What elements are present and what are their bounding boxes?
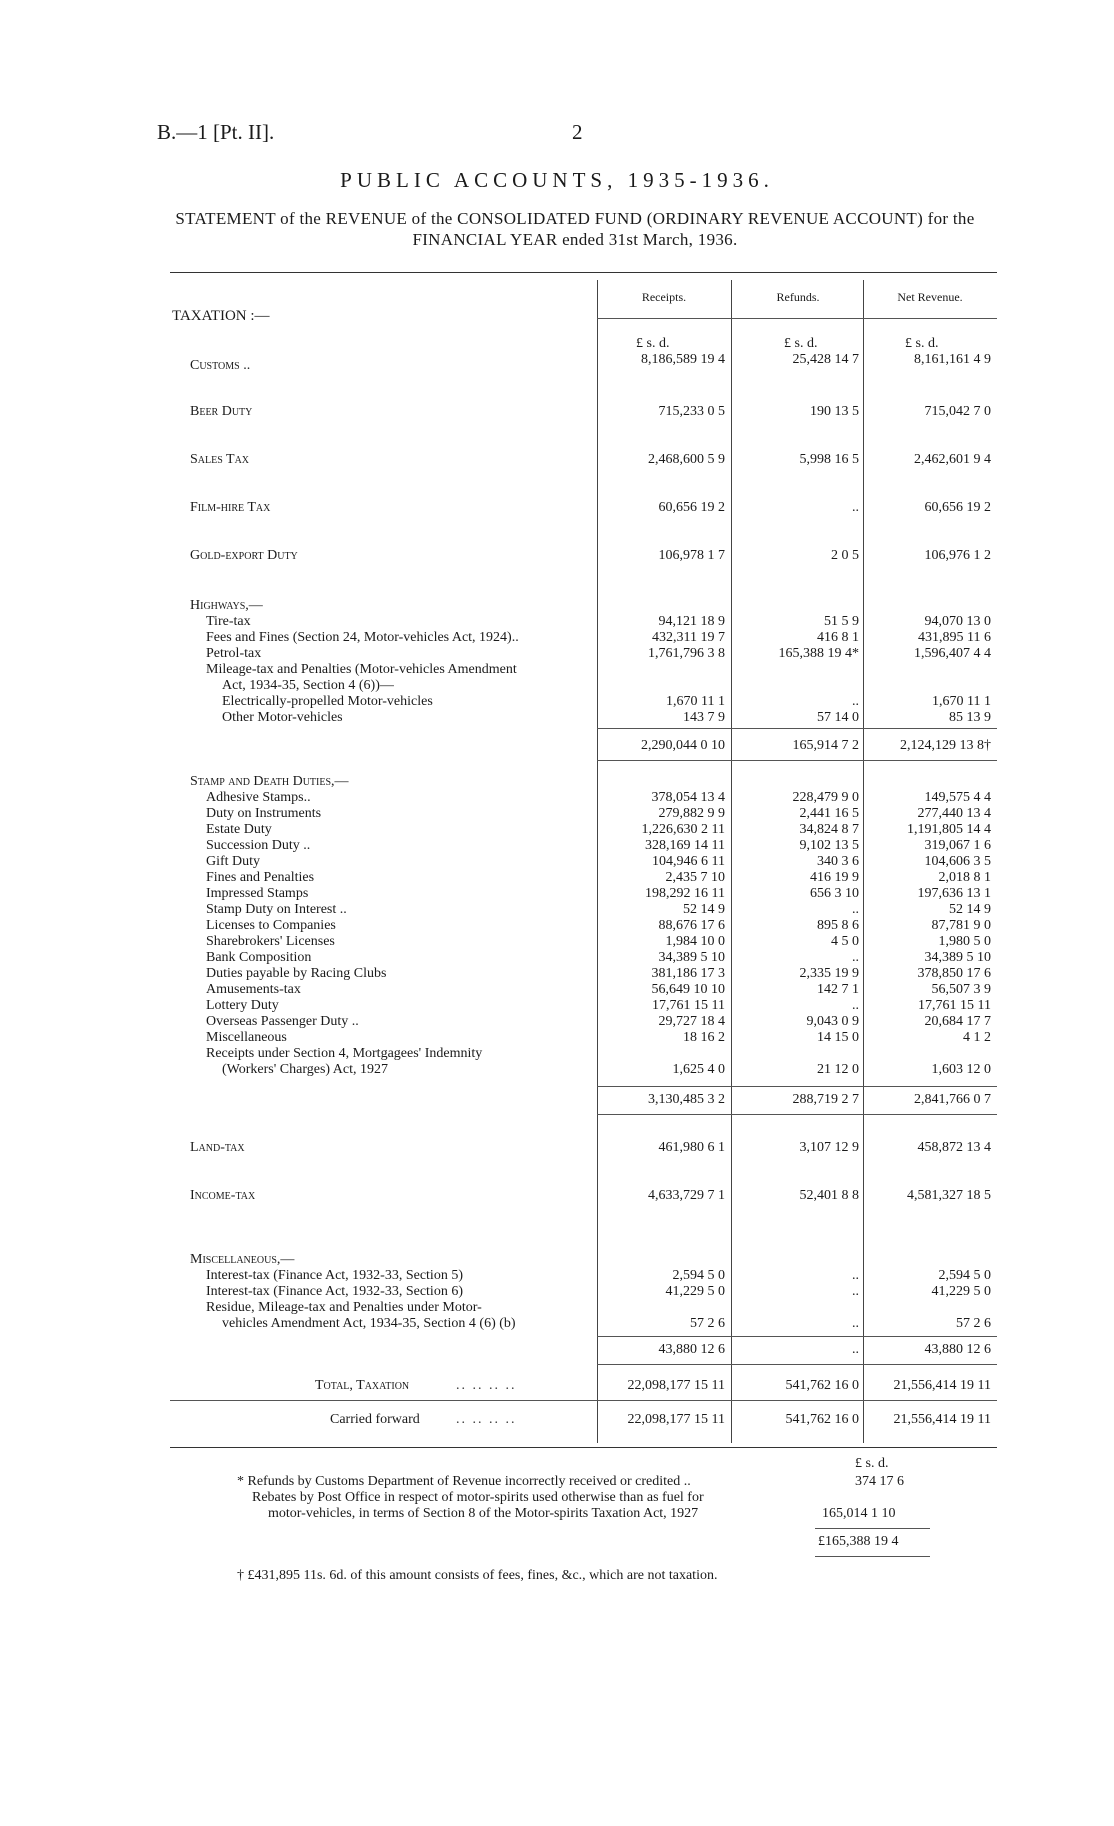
refunds-cell: 25,428 14 7 xyxy=(792,352,859,367)
row-label: Stamp Duty on Interest .. xyxy=(206,902,347,917)
net-cell: 149,575 4 4 xyxy=(924,790,991,805)
column-header-receipts: Receipts. xyxy=(641,290,687,304)
receipts-cell: 715,233 0 5 xyxy=(658,404,725,419)
refunds-cell: .. xyxy=(852,950,859,965)
net-cell: 4,581,327 18 5 xyxy=(907,1188,991,1203)
net-cell: 87,781 9 0 xyxy=(931,918,991,933)
footnote-star-line: * Refunds by Customs Department of Revenue incorrectly received or credited .. xyxy=(237,1474,691,1489)
net-cell: 319,067 1 6 xyxy=(924,838,991,853)
receipts-cell: 1,761,796 3 8 xyxy=(648,646,725,661)
refunds-cell: 57 14 0 xyxy=(817,710,859,725)
row-label: Receipts under Section 4, Mortgagees' Indemnity xyxy=(206,1046,483,1061)
footnote-dagger: † £431,895 11s. 6d. of this amount consists of fees, fines, &c., which are not taxation. xyxy=(237,1568,718,1583)
refunds-cell: .. xyxy=(852,902,859,917)
total-taxation-label: Total, Taxation xyxy=(315,1378,410,1393)
refunds-subtotal: 165,914 7 2 xyxy=(792,738,859,753)
receipts-cell: 8,186,589 19 4 xyxy=(641,352,725,367)
row-label: Licenses to Companies xyxy=(206,918,336,933)
refunds-total: 541,762 16 0 xyxy=(785,1378,859,1393)
refunds-cell: 9,102 13 5 xyxy=(799,838,859,853)
refunds-cell: 165,388 19 4* xyxy=(778,646,859,661)
receipts-cell: 29,727 18 4 xyxy=(658,1014,725,1029)
column-header-rule xyxy=(597,318,997,319)
column-header-refunds: Refunds. xyxy=(776,290,820,304)
footnote-star-line: motor-vehicles, in terms of Section 8 of the Motor-spirits Taxation Act, 1927 xyxy=(268,1506,699,1521)
refunds-cell: 2,335 19 9 xyxy=(799,966,859,981)
receipts-cell: 56,649 10 10 xyxy=(651,982,725,997)
net-cell: 431,895 11 6 xyxy=(918,630,991,645)
row-label: Bank Composition xyxy=(206,950,312,965)
receipts-cell: 143 7 9 xyxy=(683,710,725,725)
refunds-carried: 541,762 16 0 xyxy=(785,1412,859,1427)
receipts-cell: 94,121 18 9 xyxy=(658,614,725,629)
receipts-cell: 4,633,729 7 1 xyxy=(648,1188,725,1203)
subtotal-rule xyxy=(597,760,997,761)
column-header-net-revenue: Net Revenue. xyxy=(897,290,963,304)
net-cell: 1,596,407 4 4 xyxy=(914,646,991,661)
receipts-cell: 18 16 2 xyxy=(683,1030,725,1045)
footnote-star-line: Rebates by Post Office in respect of motor-spirits used otherwise than as fuel for xyxy=(252,1490,704,1505)
row-label: Miscellaneous xyxy=(206,1030,287,1045)
section-heading-stamp-duties: Stamp and Death Duties,— xyxy=(190,774,349,789)
refunds-cell: 340 3 6 xyxy=(817,854,859,869)
net-cell: 85 13 9 xyxy=(949,710,991,725)
refunds-cell: 52,401 8 8 xyxy=(799,1188,859,1203)
row-label: Interest-tax (Finance Act, 1932-33, Section 5) xyxy=(206,1268,463,1283)
net-cell: 2,018 8 1 xyxy=(938,870,991,885)
net-cell: 94,070 13 0 xyxy=(924,614,991,629)
column-divider xyxy=(863,280,864,1443)
receipts-cell: 461,980 6 1 xyxy=(658,1140,725,1155)
receipts-cell: 34,389 5 10 xyxy=(658,950,725,965)
row-label: Interest-tax (Finance Act, 1932-33, Section 6) xyxy=(206,1284,463,1299)
receipts-cell: 1,625 4 0 xyxy=(672,1062,725,1077)
row-label: Duty on Instruments xyxy=(206,806,322,821)
net-cell: 4 1 2 xyxy=(963,1030,991,1045)
net-cell: 57 2 6 xyxy=(956,1316,991,1331)
row-label: Residue, Mileage-tax and Penalties under Motor- xyxy=(206,1300,482,1315)
net-carried: 21,556,414 19 11 xyxy=(893,1412,991,1427)
refunds-cell: .. xyxy=(852,1316,859,1331)
row-label: (Workers' Charges) Act, 1927 xyxy=(222,1062,388,1077)
net-cell: 60,656 19 2 xyxy=(924,500,991,515)
receipts-carried: 22,098,177 15 11 xyxy=(627,1412,725,1427)
row-label: Fines and Penalties xyxy=(206,870,315,885)
row-label: Succession Duty .. xyxy=(206,838,311,853)
receipts-subtotal: 3,130,485 3 2 xyxy=(648,1092,725,1107)
refunds-cell: 416 8 1 xyxy=(817,630,859,645)
subtotal-rule xyxy=(597,1336,997,1337)
refunds-cell: .. xyxy=(852,694,859,709)
refunds-cell: 190 13 5 xyxy=(810,404,859,419)
net-subtotal: 2,124,129 13 8† xyxy=(900,738,991,753)
footnote-sum-rule xyxy=(815,1556,930,1557)
subtotal-rule xyxy=(597,728,997,729)
footnote-total: £165,388 19 4 xyxy=(818,1534,899,1549)
statement-title: STATEMENT of the REVENUE of the CONSOLIDATED FUND (ORDINARY REVENUE ACCOUNT) for the FINANCIAL YEAR ended 31st March, 1936. xyxy=(175,209,975,249)
receipts-total: 22,098,177 15 11 xyxy=(627,1378,725,1393)
row-label: Adhesive Stamps.. xyxy=(206,790,311,805)
net-cell: 197,636 13 1 xyxy=(917,886,991,901)
net-cell: 715,042 7 0 xyxy=(924,404,991,419)
net-cell: 34,389 5 10 xyxy=(924,950,991,965)
row-label: Sales Tax xyxy=(190,452,250,467)
receipts-cell: 2,594 5 0 xyxy=(672,1268,725,1283)
subtotal-rule xyxy=(597,1364,997,1365)
receipts-cell: 1,670 11 1 xyxy=(666,694,725,709)
row-label: Mileage-tax and Penalties (Motor-vehicles Amendment xyxy=(206,662,517,677)
row-label: Sharebrokers' Licenses xyxy=(206,934,335,949)
row-label: Act, 1934-35, Section 4 (6))— xyxy=(222,678,394,693)
refunds-cell: .. xyxy=(852,1268,859,1283)
receipts-cell: 2,435 7 10 xyxy=(665,870,725,885)
refunds-cell: 34,824 8 7 xyxy=(799,822,859,837)
refunds-cell: 142 7 1 xyxy=(817,982,859,997)
units-refunds: £ s. d. xyxy=(784,336,818,351)
net-cell: 106,976 1 2 xyxy=(924,548,991,563)
net-cell: 1,670 11 1 xyxy=(932,694,991,709)
receipts-cell: 432,311 19 7 xyxy=(652,630,725,645)
section-label: TAXATION :— xyxy=(172,308,270,324)
refunds-cell: .. xyxy=(852,500,859,515)
refunds-subtotal: 288,719 2 7 xyxy=(792,1092,859,1107)
leader-dots: .. .. .. .. xyxy=(456,1412,517,1427)
refunds-cell: 9,043 0 9 xyxy=(806,1014,859,1029)
row-label: Impressed Stamps xyxy=(206,886,309,901)
net-cell: 1,980 5 0 xyxy=(938,934,991,949)
net-cell: 17,761 15 11 xyxy=(918,998,991,1013)
row-label: Petrol-tax xyxy=(206,646,262,661)
refunds-cell: 656 3 10 xyxy=(810,886,859,901)
receipts-subtotal: 2,290,044 0 10 xyxy=(641,738,725,753)
section-heading-miscellaneous: Miscellaneous,— xyxy=(190,1252,295,1267)
footnote-value: 374 17 6 xyxy=(855,1474,904,1489)
receipts-cell: 279,882 9 9 xyxy=(658,806,725,821)
receipts-cell: 378,054 13 4 xyxy=(651,790,725,805)
receipts-cell: 2,468,600 5 9 xyxy=(648,452,725,467)
units-receipts: £ s. d. xyxy=(636,336,670,351)
receipts-cell: 57 2 6 xyxy=(690,1316,725,1331)
receipts-cell: 17,761 15 11 xyxy=(652,998,725,1013)
receipts-cell: 104,946 6 11 xyxy=(652,854,725,869)
row-label: vehicles Amendment Act, 1934-35, Section 4 (6) (b) xyxy=(222,1316,516,1331)
net-total: 21,556,414 19 11 xyxy=(893,1378,991,1393)
subtotal-rule xyxy=(597,1114,997,1115)
section-heading-highways: Highways,— xyxy=(190,598,263,613)
page-number: 2 xyxy=(572,120,583,144)
footnote-sum-rule xyxy=(815,1528,930,1529)
net-cell: 2,462,601 9 4 xyxy=(914,452,991,467)
page-title: PUBLIC ACCOUNTS, 1935-1936. xyxy=(340,168,774,192)
receipts-cell: 381,186 17 3 xyxy=(651,966,725,981)
row-label: Duties payable by Racing Clubs xyxy=(206,966,387,981)
row-label: Gold-export Duty xyxy=(190,548,298,563)
row-label: Other Motor-vehicles xyxy=(222,710,343,725)
refunds-cell: 416 19 9 xyxy=(810,870,859,885)
net-cell: 8,161,161 4 9 xyxy=(914,352,991,367)
receipts-subtotal: 43,880 12 6 xyxy=(658,1342,725,1357)
refunds-cell: 895 8 6 xyxy=(817,918,859,933)
row-label: Tire-tax xyxy=(206,614,251,629)
total-rule xyxy=(170,1400,997,1401)
net-subtotal: 43,880 12 6 xyxy=(924,1342,991,1357)
refunds-subtotal: .. xyxy=(852,1342,859,1357)
receipts-cell: 1,226,630 2 11 xyxy=(641,822,725,837)
row-label: Overseas Passenger Duty .. xyxy=(206,1014,359,1029)
table-bottom-rule xyxy=(170,1447,997,1448)
net-cell: 2,594 5 0 xyxy=(938,1268,991,1283)
footnote-value: 165,014 1 10 xyxy=(822,1506,896,1521)
net-cell: 458,872 13 4 xyxy=(917,1140,991,1155)
net-cell: 52 14 9 xyxy=(949,902,991,917)
carried-forward-label: Carried forward xyxy=(330,1412,420,1427)
net-cell: 56,507 3 9 xyxy=(931,982,991,997)
row-label: Electrically-propelled Motor-vehicles xyxy=(222,694,433,709)
row-label: Film-hire Tax xyxy=(190,500,271,515)
row-label: Amusements-tax xyxy=(206,982,301,997)
leader-dots: .. .. .. .. xyxy=(456,1378,517,1393)
row-label: Customs .. xyxy=(190,358,251,373)
receipts-cell: 60,656 19 2 xyxy=(658,500,725,515)
net-cell: 104,606 3 5 xyxy=(924,854,991,869)
row-label: Fees and Fines (Section 24, Motor-vehicles Act, 1924).. xyxy=(206,630,519,645)
row-label: Income-tax xyxy=(190,1188,256,1203)
receipts-cell: 328,169 14 11 xyxy=(645,838,725,853)
refunds-cell: 3,107 12 9 xyxy=(799,1140,859,1155)
net-cell: 378,850 17 6 xyxy=(917,966,991,981)
net-cell: 41,229 5 0 xyxy=(931,1284,991,1299)
row-label: Estate Duty xyxy=(206,822,272,837)
row-label: Lottery Duty xyxy=(206,998,279,1013)
row-label: Land-tax xyxy=(190,1140,245,1155)
footnote-units: £ s. d. xyxy=(855,1456,889,1471)
refunds-cell: 14 15 0 xyxy=(817,1030,859,1045)
net-cell: 1,603 12 0 xyxy=(931,1062,991,1077)
net-cell: 277,440 13 4 xyxy=(917,806,991,821)
refunds-cell: 2,441 16 5 xyxy=(799,806,859,821)
receipts-cell: 106,978 1 7 xyxy=(658,548,725,563)
receipts-cell: 88,676 17 6 xyxy=(658,918,725,933)
column-divider xyxy=(731,280,732,1443)
refunds-cell: .. xyxy=(852,1284,859,1299)
refunds-cell: .. xyxy=(852,998,859,1013)
refunds-cell: 4 5 0 xyxy=(831,934,859,949)
subtotal-rule xyxy=(597,1086,997,1087)
table-top-rule xyxy=(170,272,997,273)
row-label: Gift Duty xyxy=(206,854,261,869)
receipts-cell: 41,229 5 0 xyxy=(665,1284,725,1299)
receipts-cell: 1,984 10 0 xyxy=(665,934,725,949)
refunds-cell: 21 12 0 xyxy=(817,1062,859,1077)
document-reference: B.—1 [Pt. II]. xyxy=(157,120,275,144)
net-cell: 1,191,805 14 4 xyxy=(907,822,991,837)
column-divider xyxy=(597,280,598,1443)
receipts-cell: 198,292 16 11 xyxy=(645,886,725,901)
refunds-cell: 228,479 9 0 xyxy=(792,790,859,805)
refunds-cell: 5,998 16 5 xyxy=(799,452,859,467)
refunds-cell: 51 5 9 xyxy=(824,614,859,629)
row-label: Beer Duty xyxy=(190,404,253,419)
refunds-cell: 2 0 5 xyxy=(831,548,859,563)
receipts-cell: 52 14 9 xyxy=(683,902,725,917)
units-net-revenue: £ s. d. xyxy=(905,336,939,351)
net-cell: 20,684 17 7 xyxy=(924,1014,991,1029)
net-subtotal: 2,841,766 0 7 xyxy=(914,1092,991,1107)
